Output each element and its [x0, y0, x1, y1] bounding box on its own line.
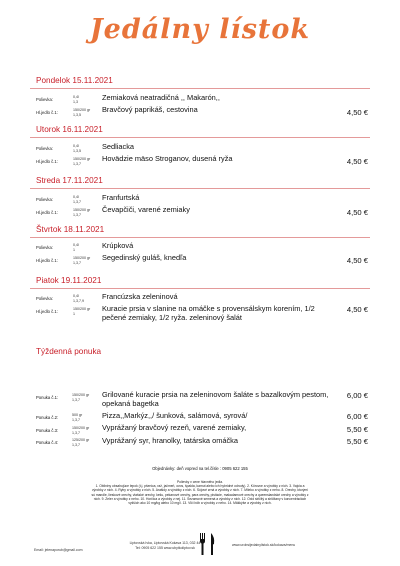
main-dish: Bravčový paprikáš, cestovina	[102, 105, 198, 114]
main-dish: Kuracie prsia v slanine na omáčke s provensálskym korením, 1/2 pečené zemiaky, 1/2 ryža. zeleninový šalát	[102, 304, 315, 322]
day-divider	[30, 288, 370, 289]
weekly-price: 6,00 €	[346, 391, 368, 400]
day-divider	[30, 188, 370, 189]
main-allergens: 1,3,5	[73, 113, 81, 117]
main-price: 4,50 €	[346, 157, 368, 166]
soup-label: Polievka:	[36, 197, 53, 202]
main-label: Hl.jedlo č.1:	[36, 258, 58, 263]
fork-knife-icon	[197, 532, 217, 556]
main-allergens: 1	[73, 312, 75, 316]
weekly-dish: Vyprážaný syr, hranolky, tatárska omáčka	[102, 436, 238, 445]
soup-dish: Franfurtská	[102, 193, 140, 202]
main-weight: 150/200 gr	[73, 157, 91, 161]
weekly-price: 5,50 €	[346, 425, 368, 434]
allergen-line: vyšších ako 10 mg/kg alebo 10 mg/l. 13. Vlčí bôb a výrobky z neho. 14. Mäkkýše a výrobky z nich.	[128, 501, 272, 506]
weekly-weight: 150/200 gr	[72, 426, 90, 430]
weekly-label: Ponuka č.3:	[36, 428, 59, 433]
soup-label: Polievka:	[36, 245, 53, 250]
soup-allergens: 1,3,5	[73, 149, 81, 153]
day-divider	[30, 237, 370, 238]
weekly-label: Ponuka č.1:	[36, 395, 59, 400]
main-allergens: 1,3,7	[73, 162, 81, 166]
page-title: Jedálny lístok	[89, 14, 311, 45]
main-price: 4,50 €	[346, 108, 368, 117]
main-price: 4,50 €	[346, 256, 368, 265]
allergen-line: Polievky v cene hlavného jedla.	[176, 480, 223, 484]
soup-weight: 0,4l	[73, 294, 79, 298]
soup-dish: Francúzska zeleninová	[102, 292, 178, 301]
soup-allergens: 1	[73, 248, 75, 252]
soup-dish: Krúpková	[102, 241, 134, 250]
weekly-allergens: 1,3,7	[72, 431, 80, 435]
weekly-allergens: 1,3,7	[72, 418, 80, 422]
main-weight: 150/200 gr	[73, 108, 91, 112]
soup-dish: Sedliacka	[102, 142, 135, 151]
weekly-weight: 500 gr	[72, 413, 83, 417]
day-heading: Piatok 19.11.2021	[36, 276, 102, 285]
soup-weight: 0,4l	[73, 95, 79, 99]
weekly-price: 5,50 €	[346, 437, 368, 446]
footer-email: Email: jelenaporub@gmail.com	[34, 548, 83, 552]
soup-dish: Zemiaková neatradičná ,, Makarón,,	[102, 93, 220, 102]
allergen-line: výrobky z nich. 4. Ryby a výrobky z nich. 5. Arašidy a výrobky z nich. 6. Sójové zrná a výrobky z nich. 7. Mlieko a výrobky z neho. 8. Orechy, ktorými	[92, 488, 308, 493]
soup-label: Polievka:	[36, 146, 53, 151]
footer-website: www.urobsijedalnylistok.sk/kokava/menu	[232, 543, 296, 547]
allergen-line: sú mandle, lieskové orechy, vlašské orechy, kešu, pekanové orechy, para orechy, pistácie, makadamové orechy a queenslandské orechy a výrobky z	[91, 492, 309, 497]
footer-contact-line: Tel: 0905 622 155 www.ubytkoliptov.sk	[135, 545, 195, 550]
day-heading: Pondelok 15.11.2021	[36, 76, 113, 85]
main-allergens: 1,3,7	[73, 261, 81, 265]
main-label: Hl.jedlo č.1:	[36, 110, 58, 115]
weekly-weight: 125/200 gr	[72, 438, 90, 442]
soup-allergens: 1,3	[73, 100, 78, 104]
weekly-dish: Vyprážaný bravčový rezeň, varené zemiaky,	[102, 423, 247, 432]
weekly-dish: Pizza,,Markýz,,/ šunková, salámová, syrová/	[102, 411, 248, 420]
weekly-label: Ponuka č.2:	[36, 415, 59, 420]
weekly-allergens: 1,3,7	[72, 398, 80, 402]
main-price: 4,50 €	[346, 208, 368, 217]
footer	[0, 533, 400, 563]
weekly-label: Ponuka č.4:	[36, 440, 59, 445]
soup-weight: 0,4l	[73, 144, 79, 148]
day-heading: Utorok 16.11.2021	[36, 125, 103, 134]
allergen-legend	[30, 480, 370, 505]
weekly-dish: Grilované kuracie prsia na zeleninovom šaláte s bazalkovým pestom, opekaná bagetka	[102, 390, 329, 408]
soup-allergens: 1,3,7	[73, 200, 81, 204]
main-dish: Čevapčiči, varené zemiaky	[102, 205, 190, 214]
main-weight: 150/200 gr	[73, 208, 91, 212]
soup-allergens: 1,3,7,9	[73, 299, 84, 303]
main-weight: 150/200 gr	[73, 307, 91, 311]
main-dish: Segedinský guláš, knedľa	[102, 253, 187, 262]
soup-weight: 0,4l	[73, 195, 79, 199]
soup-label: Polievka:	[36, 296, 53, 301]
weekly-price: 6,00 €	[346, 412, 368, 421]
soup-weight: 0,4l	[73, 243, 79, 247]
main-price: 4,50 €	[346, 305, 368, 314]
weekly-weight: 150/200 gr	[72, 393, 90, 397]
day-divider	[30, 137, 370, 138]
main-dish: Hovädzie mäso Stroganov, dusená ryža	[102, 154, 233, 163]
day-heading: Streda 17.11.2021	[36, 176, 103, 185]
main-label: Hl.jedlo č.1:	[36, 210, 58, 215]
order-note: Objednávky: deň vopred na tel.čísle : 0905 622 155	[152, 466, 248, 471]
day-heading: Štvrtok 18.11.2021	[36, 225, 105, 234]
allergen-line: 1. Obilniny obsahujúce lepok (t.j. pšenica, raž, jačmeň, ovos, špalda, kamut alebo ich hybridné odrody). 2. Kôrovce a výrobky z nich. 3. Vajcia a	[95, 484, 305, 489]
main-label: Hl.jedlo č.1:	[36, 159, 58, 164]
weekly-allergens: 1,3,7	[72, 443, 80, 447]
footer-address-line: Liptovská Ivka, Liptovská Kokava 113, 032 44	[129, 541, 201, 545]
soup-label: Polievka:	[36, 97, 53, 102]
day-divider	[30, 88, 370, 89]
main-weight: 150/200 gr	[73, 256, 91, 260]
main-label: Hl.jedlo č.1:	[36, 309, 58, 314]
weekly-heading: Týždenná ponuka	[36, 347, 102, 356]
main-allergens: 1,3,7	[73, 213, 81, 217]
allergen-line: nich. 9. Zeler a výrobky z neho. 10. Horčica a výrobky z nej. 11. Sezamové semená a výrobky z nich. 12. Oxid siričitý a siričitany v koncentráciách	[93, 496, 307, 501]
